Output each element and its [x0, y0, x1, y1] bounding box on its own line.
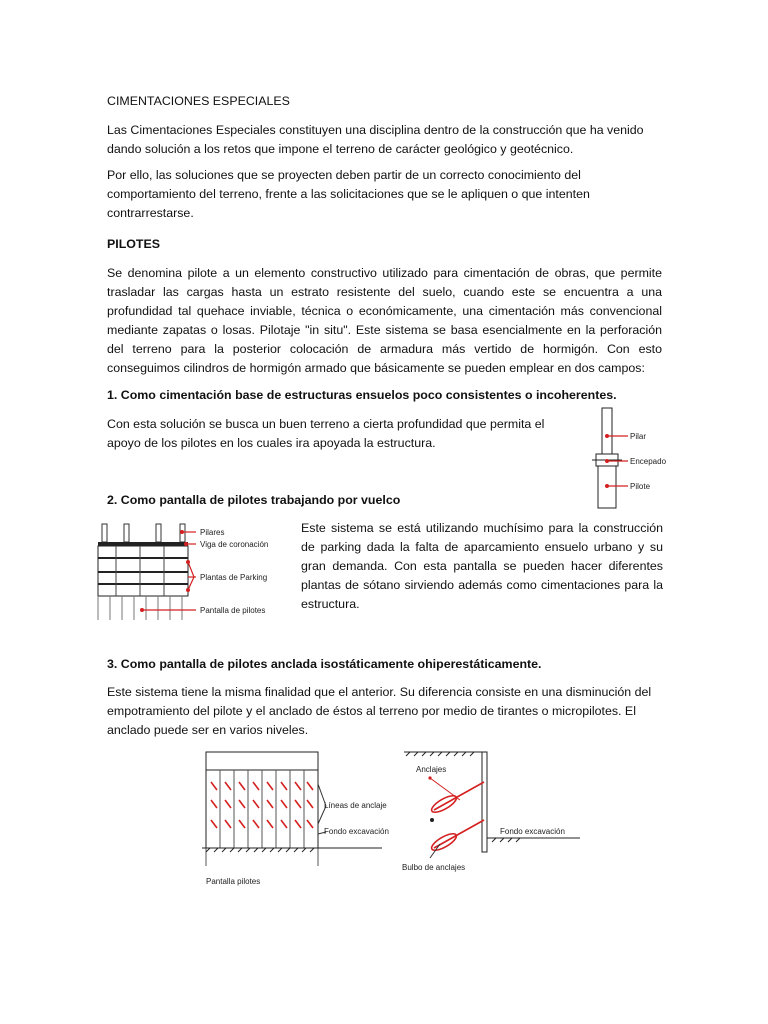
section1-text: Con esta solución se busca un buen terreno a cierta profundidad que permita el apoyo de los pilotes en los cuales ira apoyada la estructura.: [107, 417, 545, 450]
label-viga: Viga de coronación: [200, 540, 269, 549]
intro-paragraph-2: Por ello, las soluciones que se proyecten deben partir de un correcto conocimiento del comportamiento del terreno, frente a las solicitaciones que se le apliquen o que intenten contrarrestarse.: [107, 168, 590, 220]
label-bulbo-anclajes: Bulbo de anclajes: [402, 863, 466, 872]
anchored-wall-diagram: [202, 748, 389, 888]
section2-title: 2. Como pantalla de pilotes trabajando por vuelco: [107, 493, 401, 507]
pile-diagram: [588, 404, 688, 514]
label-pantalla: Pantalla de pilotes: [200, 606, 266, 615]
cantilever-wall-diagram: [96, 522, 292, 622]
doc-title: CIMENTACIONES ESPECIALES: [107, 94, 290, 108]
intro-paragraph-1: Las Cimentaciones Especiales constituyen una disciplina dentro de la construcción que ha venido dando solución a los retos que impone el terreno de carácter geológico y geotécnico.: [107, 123, 644, 156]
label-anclajes: Anclajes: [416, 765, 447, 774]
pilotes-heading: PILOTES: [107, 237, 161, 251]
label-pilares: Pilares: [200, 528, 225, 537]
section2-text: Este sistema se está utilizando muchísimo para la construcción de parking dada la falta de aparcamiento ensuelo urbano y su gran demanda. Con esta pantalla se pueden hacer diferentes plantas de sótano sirviendo además como cimentaciones para la estructura.: [301, 521, 663, 611]
anchor-bulb-diagram: [400, 748, 580, 878]
label-plantas: Plantas de Parking: [200, 573, 268, 582]
label-pantalla-pilotes: Pantalla pilotes: [206, 877, 261, 886]
label-lineas-anclaje: Líneas de anclaje: [324, 801, 387, 810]
pilotes-paragraph: Se denomina pilote a un elemento constructivo utilizado para cimentación de obras, que permite trasladar las cargas hasta un estrato resistente del suelo, cuando este se encuentra a una profundidad tal quehace inviable, técnica o económicamente, una cimentación más convencional mediante zapatas o losas. Pilotaje "in situ". Este sistema se basa esencialmente en la perforación del terreno para la posterior colocación de armadura más vertido de hormigón. Con esto conseguimos cilindros de hormigón armado que básicamente se pueden emplear en dos campos:: [107, 266, 662, 375]
label-encepado: Encepado: [630, 457, 667, 466]
section3-title: 3. Como pantalla de pilotes anclada isostáticamente ohiperestáticamente.: [107, 657, 542, 671]
label-fondo-excavacion-left: Fondo excavación: [324, 827, 389, 836]
label-pilote: Pilote: [630, 482, 651, 491]
label-pilar: Pilar: [630, 432, 647, 441]
section3-text: Este sistema tiene la misma finalidad que el anterior. Su diferencia consiste en una disminución del empotramiento del pilote y el anclado de éstos al terreno por medio de tirantes o micropilotes. El anclado puede ser en varios niveles.: [107, 685, 652, 737]
label-fondo-excavacion-right: Fondo excavación: [500, 827, 565, 836]
section1-title: 1. Como cimentación base de estructuras ensuelos poco consistentes o incoherentes.: [107, 388, 617, 402]
